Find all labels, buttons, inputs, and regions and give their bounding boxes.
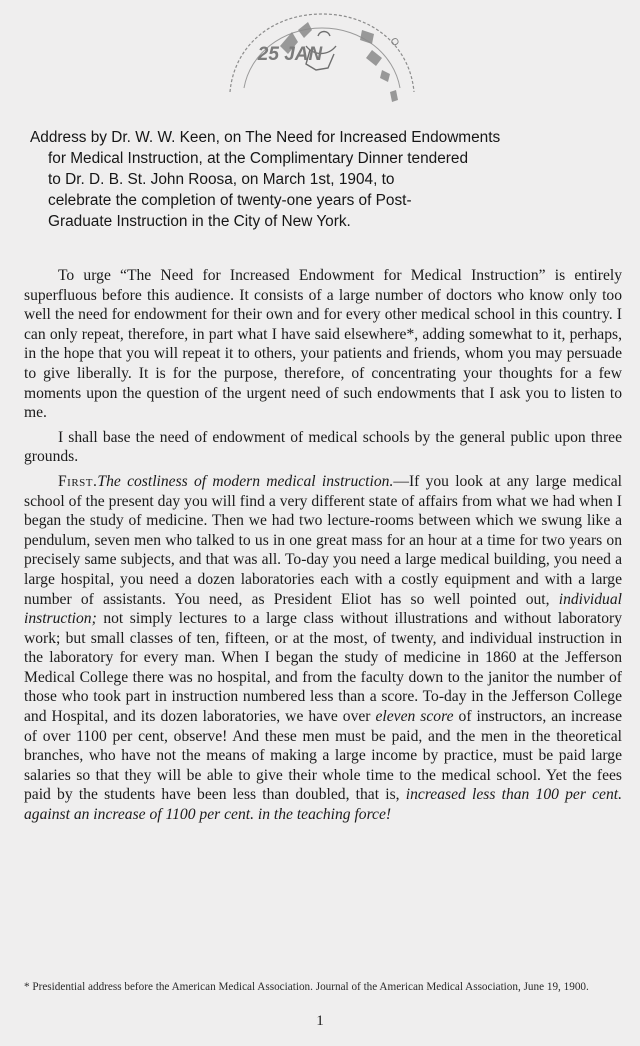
individual-instruction-emphasis: individual instruction;	[24, 590, 622, 628]
address-heading	[30, 127, 630, 232]
heading-line-2: for Medical Instruction, at the Complimentary Dinner tendered	[48, 150, 469, 167]
increase-emphasis: increased less than 100 per cent. against an increase of 1100 per cent. in the teaching force!	[24, 786, 622, 824]
paragraph-first-ground	[24, 472, 622, 825]
stamp-date: 25 JAN	[257, 44, 323, 65]
heading-line-4: celebrate the completion of twenty-one years of Post-	[48, 192, 412, 209]
svg-text:O: O	[387, 36, 401, 49]
paragraph-intro: To urge “The Need for Increased Endowment for Medical Instruction” is entirely superfluous before this audience. It consists of a large number of doctors who know only too well the need for endowment for their own and for every other medical school in this country. I can only repeat, therefore, in part what I have said elsewhere*, adding somewhat to it, perhaps, in the hope that you will repeat it to others, your patients and friends, whom you may persuade to give liberally. It is for the purpose, therefore, of concentrating your thoughts for a few moments upon the question of the urgent need of such endowments that I ask you to listen to me.	[24, 267, 622, 422]
heading-line-1: Address by Dr. W. W. Keen, on The Need for Increased Endowments	[30, 129, 501, 146]
first-ground-text-a: —If you look at any large medical school of the present day you will find a very different state of affairs from what we had when I began the study of medicine. Then we had two lecture-rooms between which we swung like a pendulum, seven men who talked to us in one great mass for an hour at a time for two years on precisely same subjects, and that was all. To-day you need a large medical building, you need a large hospital, you need a dozen laboratories each with a costly equipment and with a large number of assistants. You need, as President Eliot has so well pointed out,	[24, 472, 622, 608]
first-ground-text-c: of instructors, an increase of over 1100 per cent, observe! And these men must be paid, and the men in the theoretical branches, who have not the means of making a large income by practice, must be paid large salaries so that they will be able to give their whole time to the medical school. Yet the fees paid by the students have been less than doubled, that is,	[24, 708, 622, 804]
page-number: 1	[316, 1013, 324, 1029]
first-lead: First.	[58, 472, 98, 490]
paragraph-grounds: I shall base the need of endowment of medical schools by the general public upon three grounds.	[24, 428, 622, 466]
first-ground-title: The costliness of modern medical instruction.	[97, 472, 394, 490]
eleven-score-emphasis: eleven score	[375, 708, 454, 726]
address-body	[24, 266, 622, 825]
heading-line-3: to Dr. D. B. St. John Roosa, on March 1st, 1904, to	[48, 171, 395, 188]
heading-line-5: Graduate Instruction in the City of New York.	[48, 213, 351, 230]
footnote: * Presidential address before the American Medical Association. Journal of the American Medical Association, June 19, 1900.	[24, 981, 589, 993]
first-ground-text-b: not simply lectures to a large class without illustrations and without laboratory work; but small classes of ten, fifteen, or at the most, of twenty, and individual instruction in the laboratory for every man. When I began the study of medicine in 1860 at the Jefferson Medical College there was no hospital, and from the faculty down to the janitor the number of those who took part in instruction numbered less than a score. To-day in the Jefferson College and Hospital, and its dozen laboratories, we have over	[24, 610, 622, 726]
